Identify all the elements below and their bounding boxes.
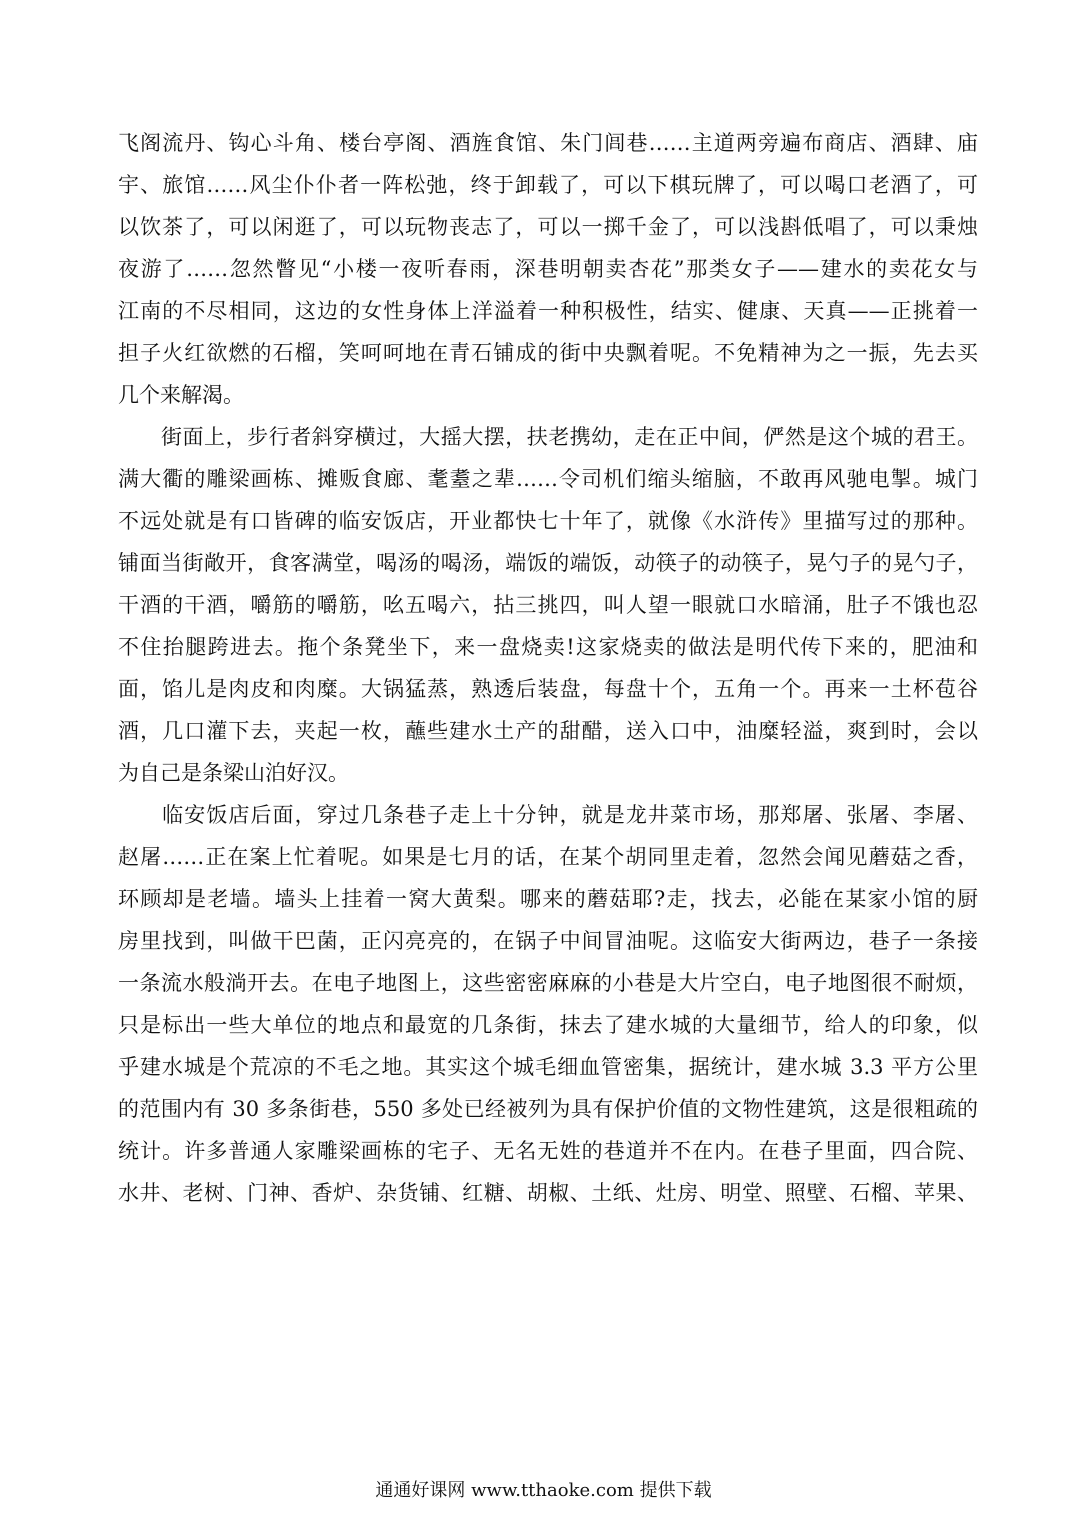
text-line: 飞阁流丹、钩心斗角、楼台亭阁、酒旌食馆、朱门闾巷……主道两旁遍布商店、酒肆、庙 [118, 131, 978, 155]
text-line: 为自己是条梁山泊好汉。 [118, 761, 349, 785]
text-line: 担子火红欲燃的石榴，笑呵呵地在青石铺成的街中央飘着呢。不免精神为之一振，先去买 [118, 341, 978, 365]
text-line: 一条流水般淌开去。在电子地图上，这些密密麻麻的小巷是大片空白，电子地图很不耐烦， [118, 971, 978, 995]
text-line: 铺面当街敞开，食客满堂，喝汤的喝汤，端饭的端饭，动筷子的动筷子，晃勺子的晃勺子， [118, 551, 978, 575]
text-line: 街面上，步行者斜穿横过，大摇大摆，扶老携幼，走在正中间，俨然是这个城的君王。 [118, 425, 978, 449]
text-line: 夜游了……忽然瞥见“小楼一夜听春雨，深巷明朝卖杏花”那类女子——建水的卖花女与 [118, 257, 978, 281]
text-line: 酒，几口灌下去，夹起一枚，蘸些建水土产的甜醋，送入口中，油糜轻溢，爽到时，会以 [118, 719, 978, 743]
text-line: 赵屠……正在案上忙着呢。如果是七月的话，在某个胡同里走着，忽然会闻见蘑菇之香， [118, 845, 978, 869]
text-line: 水井、老树、门神、香炉、杂货铺、红糖、胡椒、土纸、灶房、明堂、照壁、石榴、苹果、 [118, 1181, 978, 1205]
text-line: 满大衢的雕梁画栋、摊贩食廊、耄耋之辈……令司机们缩头缩脑，不敢再风驰电掣。城门 [118, 467, 978, 491]
text-line: 不住抬腿跨进去。拖个条凳坐下，来一盘烧卖!这家烧卖的做法是明代传下来的，肥油和 [118, 635, 978, 659]
text-line: 的范围内有 30 多条街巷，550 多处已经被列为具有保护价值的文物性建筑，这是很粗疏的 [118, 1097, 978, 1121]
text-line: 乎建水城是个荒凉的不毛之地。其实这个城毛细血管密集，据统计，建水城 3.3 平方公里 [118, 1055, 978, 1079]
footer-watermark: 通通好课网 www.tthaoke.com 提供下载 [375, 1480, 712, 1501]
text-line: 宇、旅馆……风尘仆仆者一阵松弛，终于卸载了，可以下棋玩牌了，可以喝口老酒了，可 [118, 173, 978, 197]
text-line: 面，馅儿是肉皮和肉糜。大锅猛蒸，熟透后装盘，每盘十个，五角一个。再来一土杯苞谷 [118, 677, 978, 701]
text-line: 江南的不尽相同，这边的女性身体上洋溢着一种积极性，结实、健康、天真——正挑着一 [118, 299, 978, 323]
text-line: 统计。许多普通人家雕梁画栋的宅子、无名无姓的巷道并不在内。在巷子里面，四合院、 [118, 1139, 978, 1163]
article-body [118, 122, 978, 1214]
text-line: 房里找到，叫做干巴菌，正闪亮亮的，在锅子中间冒油呢。这临安大街两边，巷子一条接 [118, 929, 978, 953]
text-line: 以饮茶了，可以闲逛了，可以玩物丧志了，可以一掷千金了，可以浅斟低唱了，可以秉烛 [118, 215, 978, 239]
text-line: 临安饭店后面，穿过几条巷子走上十分钟，就是龙井菜市场，那郑屠、张屠、李屠、 [118, 803, 978, 827]
text-line: 几个来解渴。 [118, 383, 244, 407]
text-line: 环顾却是老墙。墙头上挂着一窝大黄梨。哪来的蘑菇耶?走，找去，必能在某家小馆的厨 [118, 887, 978, 911]
text-line: 干酒的干酒，嚼筋的嚼筋，吆五喝六，拈三挑四，叫人望一眼就口水暗涌，肚子不饿也忍 [118, 593, 978, 617]
text-line: 只是标出一些大单位的地点和最宽的几条街，抹去了建水城的大量细节，给人的印象，似 [118, 1013, 978, 1037]
text-line: 不远处就是有口皆碑的临安饭店，开业都快七十年了，就像《水浒传》里描写过的那种。 [118, 509, 978, 533]
